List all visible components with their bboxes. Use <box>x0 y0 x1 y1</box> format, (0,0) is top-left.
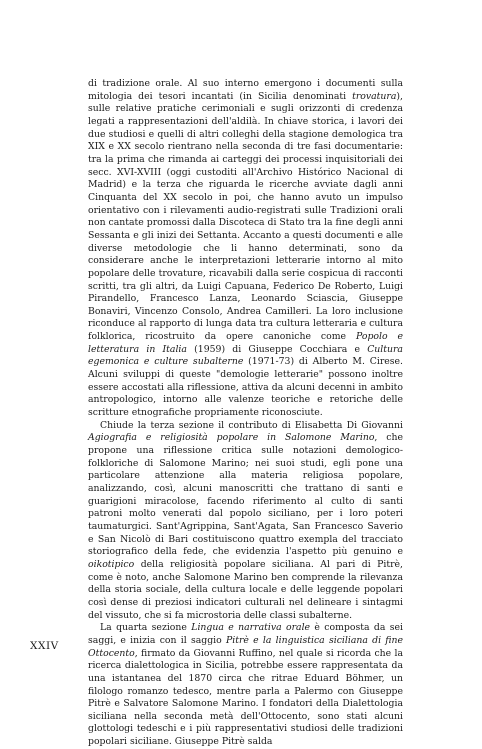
page-number: XXIV <box>30 640 59 652</box>
paragraph <box>88 420 403 623</box>
italic-title: Cultura egemonica e culture subalterne <box>88 343 403 368</box>
paragraph <box>88 622 403 749</box>
text-run: Chiude la terza sezione il contributo di Elisabetta Di Giovanni <box>100 419 403 431</box>
text-run: (1971-73) di Alberto M. Cirese. Alcuni sviluppi di queste "demologie letterarie" possono inoltre essere accostati alla riflessione, attiva da alcuni decenni in ambito antropologico, intorno alle valenze teoriche e retoriche delle scritture etnografiche propriamente riconosciute. <box>88 356 403 419</box>
italic-title: trovatura <box>352 90 397 102</box>
italic-title: Pitrè e la linguistica siciliana di fine Ottocento <box>88 634 403 659</box>
text-run: , firmato da Giovanni Ruffino, nel quale si ricorda che la ricerca dialettologica in Sicilia, potrebbe essere rappresentata da una istantanea del 1870 circa che ritrae Eduard Böhmer, un filologo romanzo tedesco, mentre parla a Palermo con Giuseppe Pitrè e Salvatore Salomone Marino. I fondatori della Dialettologia siciliana nella seconda metà dell'Ottocento, sono stati alcuni glottologi tedeschi e i più rappresentativi studiosi delle tradizioni popolari siciliane. Giuseppe Pitrè salda <box>88 647 403 748</box>
italic-title: oikotipico <box>88 558 135 570</box>
text-run: è composta da sei saggi, e inizia con il saggio <box>88 622 403 646</box>
text-run: La quarta sezione <box>100 622 192 634</box>
paragraph <box>88 78 403 420</box>
italic-title: Popolo e letteratura in Italia <box>88 331 403 355</box>
text-run: della religiosità popolare siciliana. Al pari di Pitrè, come è noto, anche Salomone Marino ben comprende la rilevanza della storia sociale, della cultura locale e delle leggende popolari così dense di preziosi indicatori culturali nel delineare i sintagmi del vissuto, che si fa microstoria delle classi subalterne. <box>88 558 403 621</box>
text-run: (1959) di Giuseppe Cocchiara e <box>186 343 368 355</box>
italic-title: Lingua e narrativa orale <box>191 622 311 634</box>
text-run: , che propone una riflessione critica sulle notazioni demologico-folkloriche di Salomone Marino; nei suoi studi, egli pone una particolare attenzione alla materia religiosa popolare, analizzando, così, alcuni manoscritti che trattano di santi e guarigioni miracolose, facendo riferimento al culto di santi patroni molto venerati dal popolo siciliano, per i loro poteri taumaturgici. Sant'Agrippina, Sant'Agata, San Francesco Saverio e San Nicolò di Bari costituiscono quattro exempla del tracciato storiografico della fede, che evidenzia l'aspetto più genuino e <box>88 432 404 558</box>
text-run: ), sulle relative pratiche cerimoniali e sugli orizzonti di credenza legati a rappresentazioni dell'aldilà. In chiave storica, i lavori dei due studiosi e quelli di altri colleghi della stagione demologica tra XIX e XX secolo rientrano nella seconda di tre fasi documentarie: tra la prima che rimanda ai carteggi dei processi inquisitoriali dei secc. XVI-XVIII (oggi custoditi all'Archivo Histórico Nacional di Madrid) e la terza che riguarda le ricerche avviate dagli anni Cinquanta del XX secolo in poi, che hanno avuto un impulso orientativo con i rilevamenti audio-registrati sulle Tradizioni orali non cantate promossi dalla Discoteca di Stato tra la fine degli anni Sessanta e gli inizi dei Settanta. Accanto a questi documenti e alle diverse metodologie che li hanno determinati, sono da considerare anche le interpretazioni letterarie intorno al mito popolare delle trovature, ricavabili dalla serie cospicua di racconti scritti, tra gli altri, da Luigi Capuana, Federico De Roberto, Luigi Pirandello, Francesco Lanza, Leonardo Sciascia, Giuseppe Bonaviri, Vincenzo Consolo, Andrea Camilleri. La loro inclusione riconduce al rapporto di lunga data tra cultura letteraria e cultura folklorica, ricostruito da opere canoniche come <box>88 90 403 343</box>
text-run: di tradizione orale. Al suo interno emergono i documenti sulla mitologia dei tesori incantati (in Sicilia denominati <box>88 78 403 102</box>
body-text <box>88 78 403 749</box>
italic-title: Agiografia e religiosità popolare in Salomone Marino <box>88 432 375 444</box>
